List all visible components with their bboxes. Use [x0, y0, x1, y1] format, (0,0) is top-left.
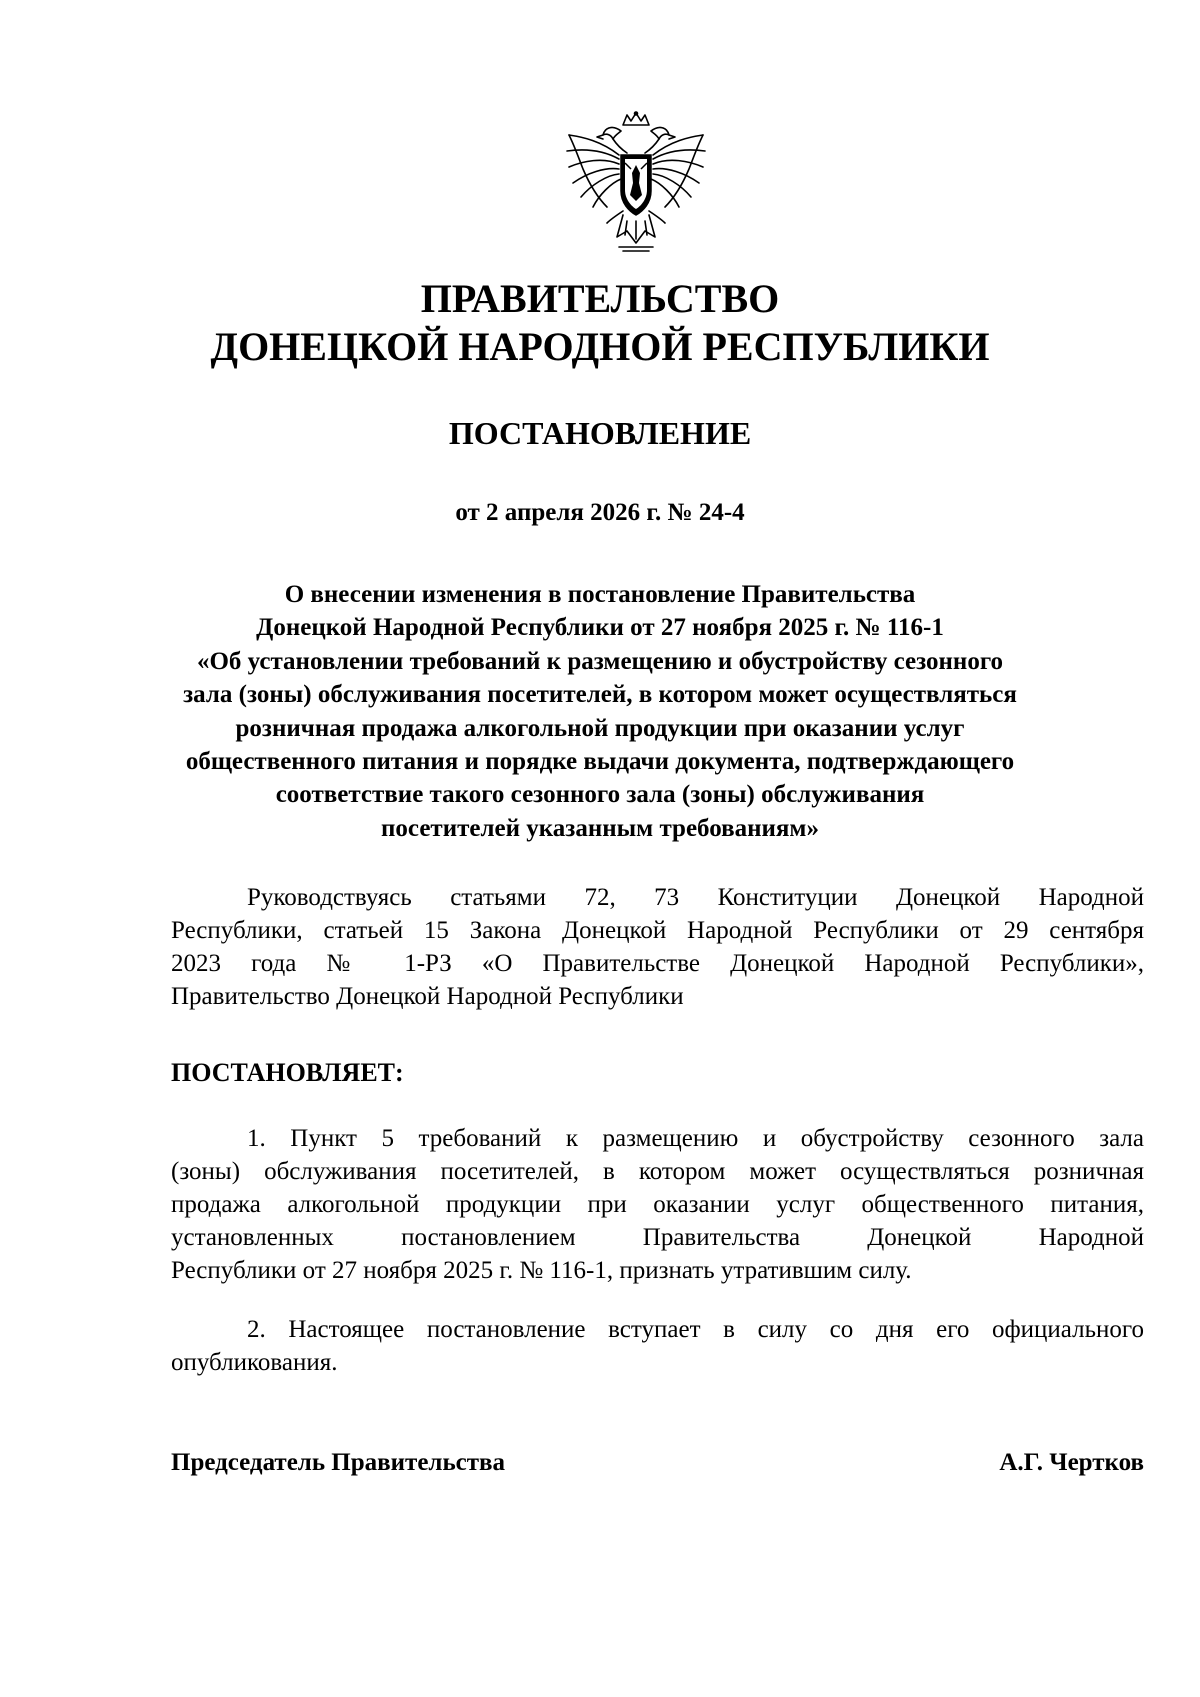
subject-line: розничная продажа алкогольной продукции при оказании услуг [235, 714, 965, 742]
subject-line: общественного питания и порядке выдачи документа, подтверждающего [185, 748, 1015, 776]
subject-line: О внесении изменения в постановление Правительства [284, 581, 916, 608]
subject-line: «Об установлении требований к размещению и обустройству сезонного [196, 647, 1004, 675]
government-title [0, 275, 1200, 371]
item-1-line: (зоны) обслуживания посетителей, в котором может осуществляться розничная [171, 1158, 1144, 1185]
subject-line: зала (зоны) обслуживания посетителей, в котором может осуществляться [183, 681, 1017, 709]
subject-line: посетителей указанным требованиям» [381, 814, 819, 842]
item-1-line: установленных постановлением Правительства Донецкой Народной [171, 1224, 1144, 1251]
preamble-line: 2023 года № 1-РЗ «О Правительстве Донецкой Народной Республики», [171, 950, 1144, 977]
coat-of-arms-icon [561, 111, 711, 259]
paragraph-item-1 [171, 1122, 1144, 1287]
government-title-line: ПРАВИТЕЛЬСТВО [420, 276, 780, 321]
item-1-line: Республики от 27 ноября 2025 г. № 116-1, признать утратившим силу. [171, 1257, 912, 1284]
subject-line: Донецкой Народной Республики от 27 ноября 2025 г. № 116-1 [256, 614, 944, 642]
preamble-paragraph [171, 881, 1144, 1013]
item-2-line: опубликования. [171, 1349, 338, 1376]
subject-line: соответствие такого сезонного зала (зоны) обслуживания [275, 781, 925, 809]
signature-block [171, 1446, 1144, 1479]
document-subject [0, 578, 1200, 845]
preamble-line: Республики, статьей 15 Закона Донецкой Народной Республики от 29 сентября [171, 917, 1144, 944]
preamble-line: Правительство Донецкой Народной Республики [171, 983, 684, 1010]
preamble-line: Руководствуясь статьями 72, 73 Конституции Донецкой Народной [247, 884, 1144, 911]
paragraph-item-2 [171, 1313, 1144, 1379]
item-2-line: 2. Настоящее постановление вступает в силу со дня его официального [247, 1316, 1144, 1343]
item-1-line: 1. Пункт 5 требований к размещению и обустройству сезонного зала [247, 1125, 1144, 1152]
government-title-line: ДОНЕЦКОЙ НАРОДНОЙ РЕСПУБЛИКИ [210, 324, 990, 369]
signatory-name: А.Г. Чертков [999, 1449, 1144, 1476]
document-date-number: от 2 апреля 2026 г. № 24-4 [455, 499, 745, 526]
document-type: ПОСТАНОВЛЕНИЕ [448, 415, 752, 451]
item-1-line: продажа алкогольной продукции при оказании услуг общественного питания, [171, 1191, 1144, 1218]
resolves-heading: ПОСТАНОВЛЯЕТ: [171, 1058, 404, 1087]
signatory-position: Председатель Правительства [171, 1449, 506, 1476]
